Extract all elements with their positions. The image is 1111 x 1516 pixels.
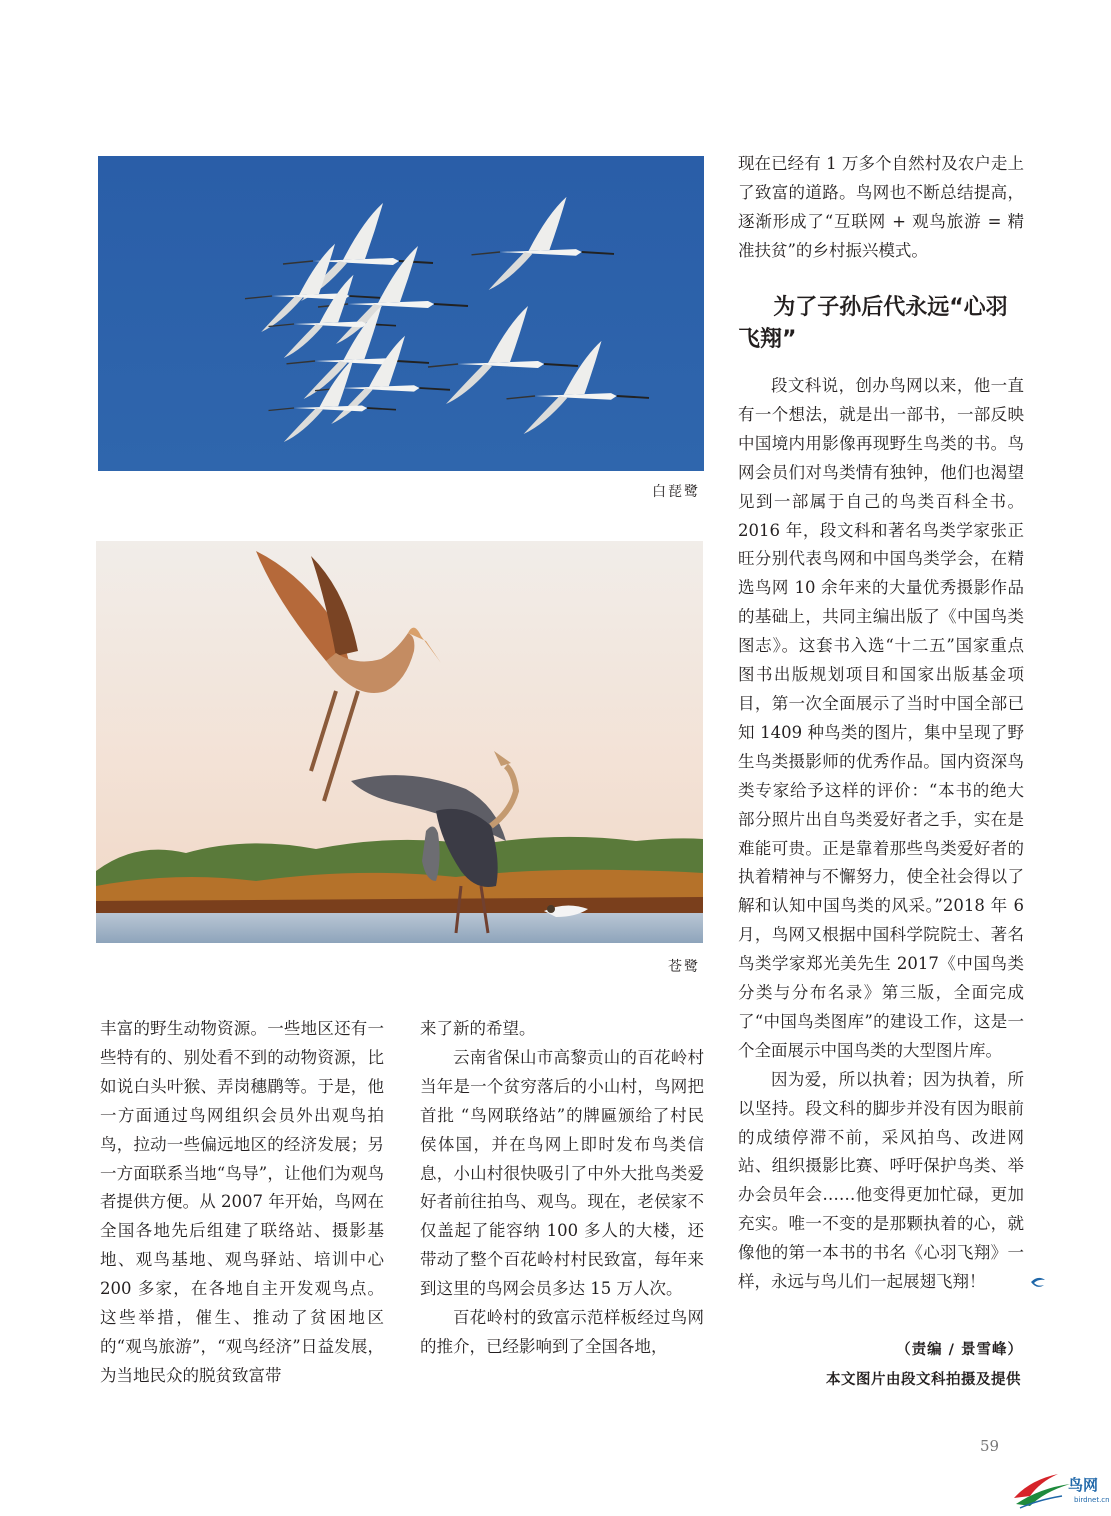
magazine-end-mark-icon (996, 1270, 1014, 1284)
section-heading: 为了子孙后代永远“心羽飞翔” (738, 295, 1008, 352)
spoonbill-photo-image (98, 156, 704, 471)
logo-text: 鸟网 (1068, 1476, 1099, 1494)
photo-credit: 本文图片由段文科拍摄及提供 (826, 1372, 1021, 1388)
right-column (738, 372, 1024, 1297)
spoonbill-caption: 白琵鹭 (652, 484, 700, 500)
paragraph: 来了新的希望。 (420, 1019, 536, 1038)
paragraph: 段文科说，创办鸟网以来，他一直有一个想法，就是出一部书，一部反映中国境内用影像再现野生鸟类的书。鸟网会员们对鸟类情有独钟，他们也渴望见到一部属于自己的鸟类百科全书。2016 年，段文科和著名鸟类学家张正旺分别代表鸟网和中国鸟类学会，在精选鸟网 10 余年来的大量优秀摄影作品的基础上，共同主编出版了《中国鸟类图志》。这套书入选“十二五”国家重点图书出版规划项目和国家出版基金项目，第一次全面展示了当时中国全部已知 1409 种鸟类的图片，集中呈现了野生鸟类摄影师的优秀作品。国内资深鸟类专家给予这样的评价：“本书的绝大部分照片出自鸟类爱好者之手，实在是难能可贵。正是靠着那些鸟类爱好者的执着精神与不懈努力，使全社会得以了解和认知中国鸟类的风采。”2018 年 6 月，鸟网又根据中国科学院院士、著名鸟类学家郑光美先生 2017《中国鸟类分类与分布名录》第三版，全面完成了“中国鸟类图库”的建设工作，这是一个全面展示中国鸟类的大型图片库。 (738, 376, 1024, 1060)
paragraph: 百花岭村的致富示范样板经过鸟网的推介，已经影响到了全国各地， (420, 1308, 704, 1356)
heron-caption: 苍鹭 (668, 959, 700, 975)
left-column (100, 1015, 384, 1391)
paragraph: 现在已经有 1 万多个自然村及农户走上了致富的道路。鸟网也不断总结提高，逐渐形成了“互联网 + 观鸟旅游 = 精准扶贫”的乡村振兴模式。 (738, 154, 1024, 260)
page-number: 59 (980, 1437, 1000, 1455)
paragraph: 云南省保山市高黎贡山的百花岭村当年是一个贫穷落后的小山村，鸟网把首批 “鸟网联络站”的牌匾颁给了村民侯体国，并在鸟网上即时发布鸟类信息，小山村很快吸引了中外大批鸟类爱好者前往拍鸟、观鸟。现在，老侯家不仅盖起了能容纳 100 多人的大楼，还带动了整个百花岭村村民致富，每年来到这里的鸟网会员多达 15 万人次。 (420, 1047, 704, 1299)
paragraph: 因为爱，所以执着；因为执着，所以坚持。段文科的脚步并没有因为眼前的成绩停滞不前，采风拍鸟、改进网站、组织摄影比赛、呼吁保护鸟类、举办会员年会……他变得更加忙碌，更加充实。唯一不变的是那颗执着的心，就像他的第一本书的书名《心羽飞翔》一样，永远与鸟儿们一起展翅飞翔！ (738, 1069, 1024, 1292)
paragraph: 丰富的野生动物资源。一些地区还有一些特有的、别处看不到的动物资源，比如说白头叶猴、弄岗穗鹛等。于是，他一方面通过鸟网组织会员外出观鸟拍鸟，拉动一些偏远地区的经济发展；另一方面联系当地“鸟导”，让他们为观鸟者提供方便。从 2007 年开始，鸟网在全国各地先后组建了联络站、摄影基地、观鸟基地、观鸟驿站、培训中心 200 多家，在各地自主开发观鸟点。这些举措，催生、推动了贫困地区的“观鸟旅游”，“观鸟经济”日益发展，为当地民众的脱贫致富带 (100, 1019, 384, 1385)
heron-photo (96, 541, 703, 943)
logo-url: birdnet.cn (1074, 1496, 1110, 1504)
spoonbill-photo (98, 156, 704, 471)
editor-credit: （责编 / 景雪峰） (896, 1342, 1023, 1358)
right-column-top (738, 150, 1024, 266)
middle-column (420, 1015, 704, 1362)
heron-photo-image (96, 541, 703, 943)
